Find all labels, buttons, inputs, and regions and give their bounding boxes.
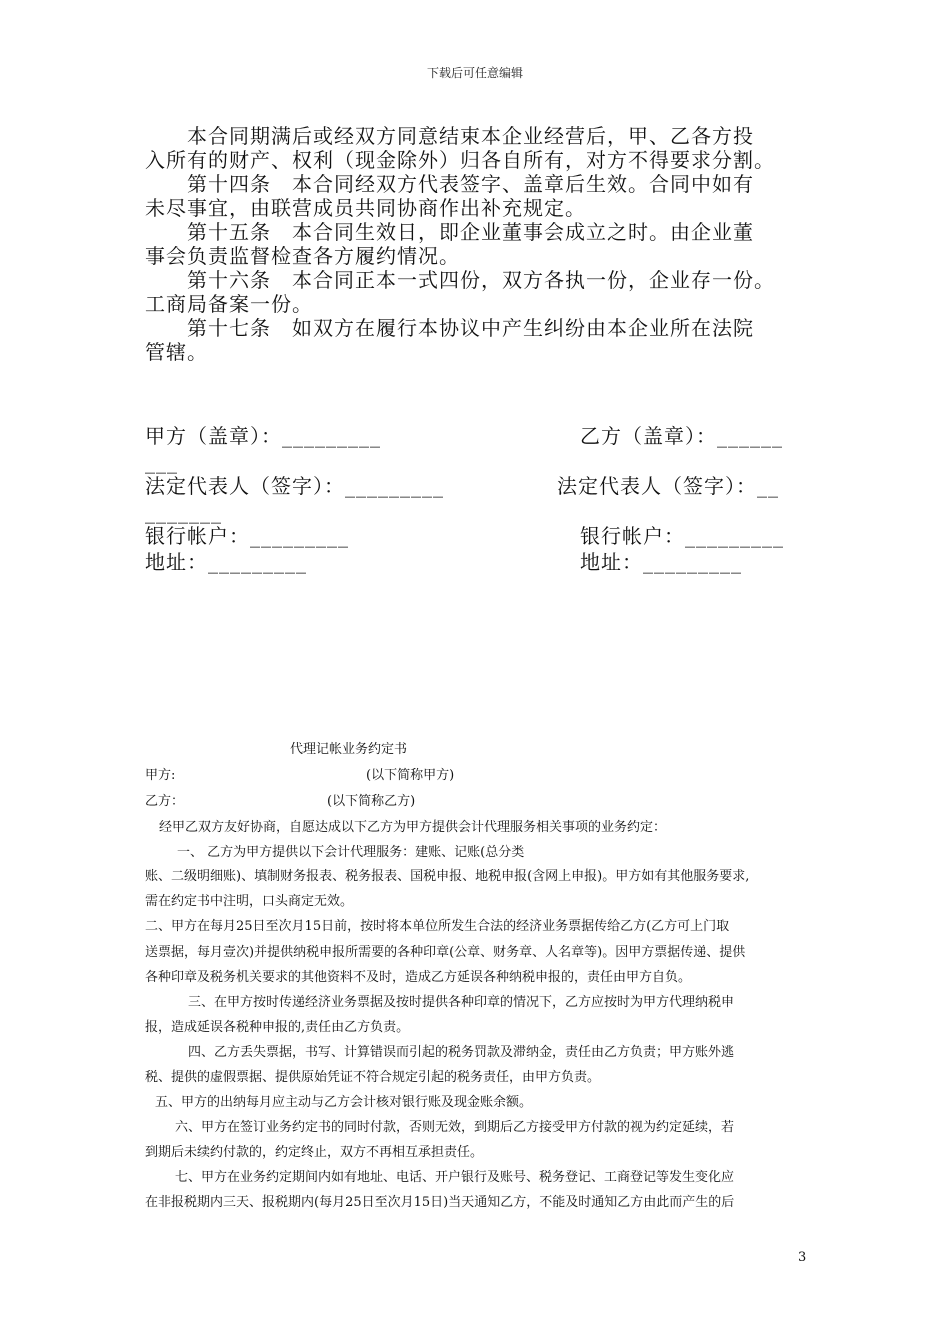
agreement-line: 六、甲方在签订业务约定书的同时付款，否则无效，到期后乙方接受甲方付款的视为约定延续，若 <box>175 1120 735 1135</box>
agreement-line: 需在约定书中注明，口头商定无效。 <box>145 894 354 909</box>
party-b-note: (以下简称乙方) <box>327 794 416 809</box>
agreement-line: 经甲乙双方友好协商，自愿达成以下乙方为甲方提供会计代理服务相关事项的业务约定： <box>159 820 667 835</box>
party-a-rep: 法定代表人（签字）：_________ <box>145 474 444 498</box>
agreement-title: 代理记帐业务约定书 <box>290 742 408 757</box>
party-b-rep: 法定代表人（签字）：__ <box>557 474 779 498</box>
party-a-bank: 银行帐户：_________ <box>145 524 349 548</box>
header-note: 下载后可任意编辑 <box>426 66 523 80</box>
party-b-rep-cont: _______ <box>145 500 222 524</box>
clause-line: 第十七条 如双方在履行本协议中产生纠纷由本企业所在法院 <box>145 316 754 340</box>
clause-line: 第十五条 本合同生效日，即企业董事会成立之时。由企业董 <box>145 220 754 244</box>
clause-line: 第十六条 本合同正本一式四份，双方各执一份，企业存一份。 <box>145 268 775 292</box>
clause-line: 工商局备案一份。 <box>145 292 313 316</box>
party-b-bank: 银行帐户：_________ <box>580 524 784 548</box>
party-b-seal-cont: ___ <box>145 450 178 474</box>
agreement-line: 报，造成延误各税种申报的,责任由乙方负责。 <box>145 1020 410 1035</box>
agreement-line: 三、在甲方按时传递经济业务票据及按时提供各种印章的情况下，乙方应按时为甲方代理纳税申 <box>188 995 735 1010</box>
agreement-line: 税、提供的虚假票据、提供原始凭证不符合规定引起的税务责任，由甲方负责。 <box>145 1070 601 1085</box>
clause-line: 本合同期满后或经双方同意结束本企业经营后，甲、乙各方投 <box>145 124 754 148</box>
agreement-line: 送票据，每月壹次)并提供纳税申报所需要的各种印章(公章、财务章、人名章等)。因甲方票据传递、提供 <box>145 945 746 960</box>
party-a-address: 地址：_________ <box>145 550 307 574</box>
agreement-line: 在非报税期内三天、报税期内(每月25日至次月15日)当天通知乙方，不能及时通知乙方由此而产生的后 <box>145 1195 735 1210</box>
party-a-seal: 甲方（盖章）：_________ <box>145 424 381 448</box>
clause-line: 事会负责监督检查各方履约情况。 <box>145 244 460 268</box>
party-a-label: 甲方: <box>145 768 176 783</box>
clause-line: 第十四条 本合同经双方代表签字、盖章后生效。合同中如有 <box>145 172 754 196</box>
contract-clauses <box>145 124 805 364</box>
agreement-line: 一、 乙方为甲方提供以下会计代理服务：建账、记账(总分类 <box>177 845 525 860</box>
party-a-note: (以下简称甲方) <box>366 768 455 783</box>
agreement-line: 二、甲方在每月25日至次月15日前，按时将本单位所发生合法的经济业务票据传给乙方(乙方可上门取 <box>145 919 730 934</box>
agreement-line: 账、二级明细账)、填制财务报表、税务报表、国税申报、地税申报(含网上申报)。甲方如有其他服务要求, <box>145 869 750 884</box>
party-b-seal: 乙方（盖章）：______ <box>580 424 783 448</box>
party-b-label: 乙方： <box>145 794 185 809</box>
page-number: 3 <box>798 1250 807 1265</box>
agreement-line: 七、甲方在业务约定期间内如有地址、电话、开户银行及账号、税务登记、工商登记等发生变化应 <box>175 1170 735 1185</box>
agreement-line: 各种印章及税务机关要求的其他资料不及时，造成乙方延误各种纳税申报的，责任由甲方自负。 <box>145 970 692 985</box>
agreement-line: 到期后未续约付款的，约定终止，双方不再相互承担责任。 <box>145 1145 484 1160</box>
agreement-line: 四、乙方丢失票据，书写、计算错误而引起的税务罚款及滞纳金，责任由乙方负责；甲方账外逃 <box>188 1045 735 1060</box>
agreement-line: 五、甲方的出纳每月应主动与乙方会计核对银行账及现金账余额。 <box>155 1095 533 1110</box>
clause-line: 未尽事宜，由联营成员共同协商作出补充规定。 <box>145 196 586 220</box>
party-b-address: 地址：_________ <box>580 550 742 574</box>
clause-line: 管辖。 <box>145 340 208 364</box>
clause-line: 入所有的财产、权利（现金除外）归各自所有，对方不得要求分割。 <box>145 148 775 172</box>
